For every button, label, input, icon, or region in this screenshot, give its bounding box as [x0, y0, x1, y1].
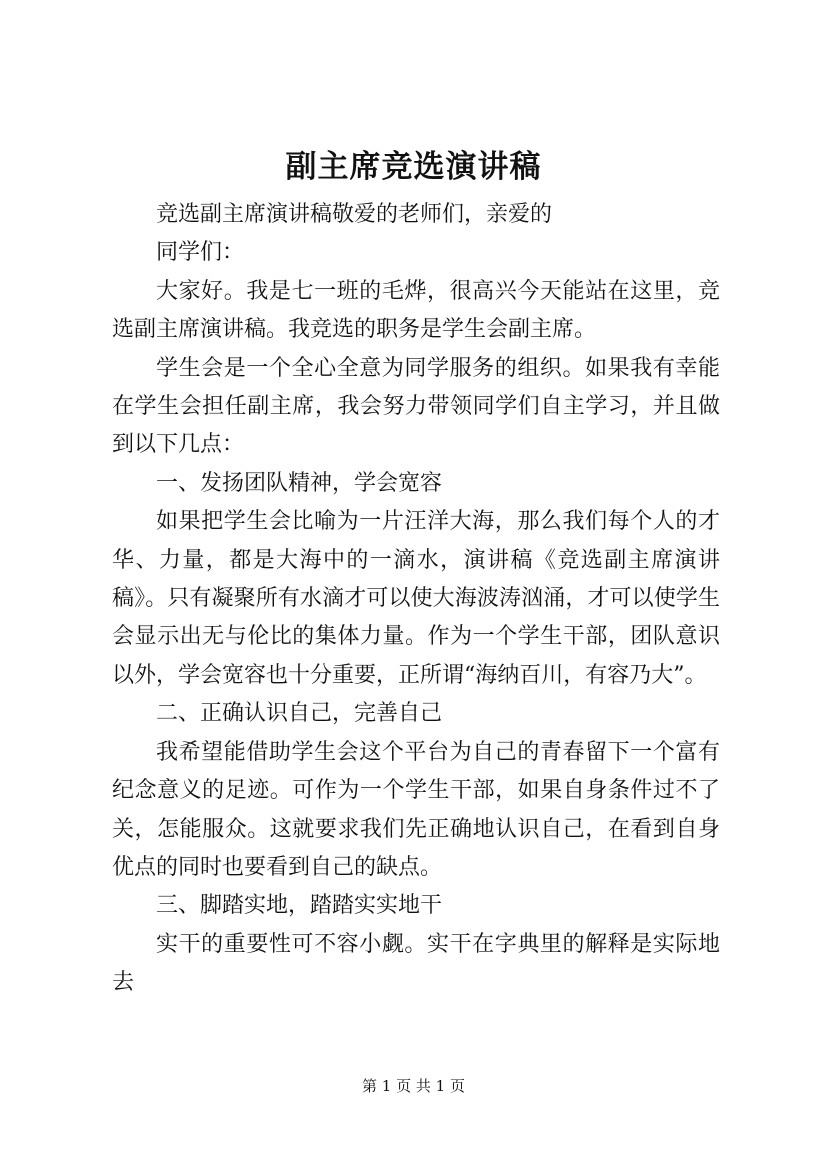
heading-point-2: 二、正确认识自己，完善自己	[156, 701, 443, 727]
heading-point-1: 一、发扬团队精神，学会宽容	[156, 470, 443, 496]
document-title: 副主席竞选演讲稿	[285, 149, 542, 185]
paragraph-salutation-cont: 同学们：	[156, 240, 245, 266]
paragraph-point-3: 实干的重要性可不容小觑。实干在字典里的解释是实际地去	[112, 931, 720, 996]
paragraph-purpose: 学生会是一个全心全意为同学服务的组织。如果我有幸能在学生会担任副主席，我会努力带领同学们自主学习，并且做到以下几点：	[112, 355, 720, 458]
paragraph-salutation: 竞选副主席演讲稿敬爱的老师们，亲爱的	[156, 202, 553, 227]
document-body	[112, 196, 720, 1003]
paragraph-intro: 大家好。我是七一班的毛烨，很高兴今天能站在这里，竞选副主席演讲稿。我竞选的职务是学生会副主席。	[112, 278, 720, 343]
heading-point-3: 三、脚踏实地，踏踏实实地干	[156, 893, 443, 919]
paragraph-point-1: 如果把学生会比喻为一片汪洋大海，那么我们每个人的才华、力量，都是大海中的一滴水，演讲稿《竞选副主席演讲稿》。只有凝聚所有水滴才可以使大海波涛汹涌，才可以使学生会显示出无与伦比的集体力量。作为一个学生干部，团队意识以外，学会宽容也十分重要，正所谓“海纳百川，有容乃大”。	[112, 509, 720, 688]
page-footer: 第 1 页 共 1 页	[362, 1077, 465, 1095]
paragraph-point-2: 我希望能借助学生会这个平台为自己的青春留下一个富有纪念意义的足迹。可作为一个学生干部，如果自身条件过不了关，怎能服众。这就要求我们先正确地认识自己，在看到自身优点的同时也要看到自己的缺点。	[112, 739, 720, 880]
